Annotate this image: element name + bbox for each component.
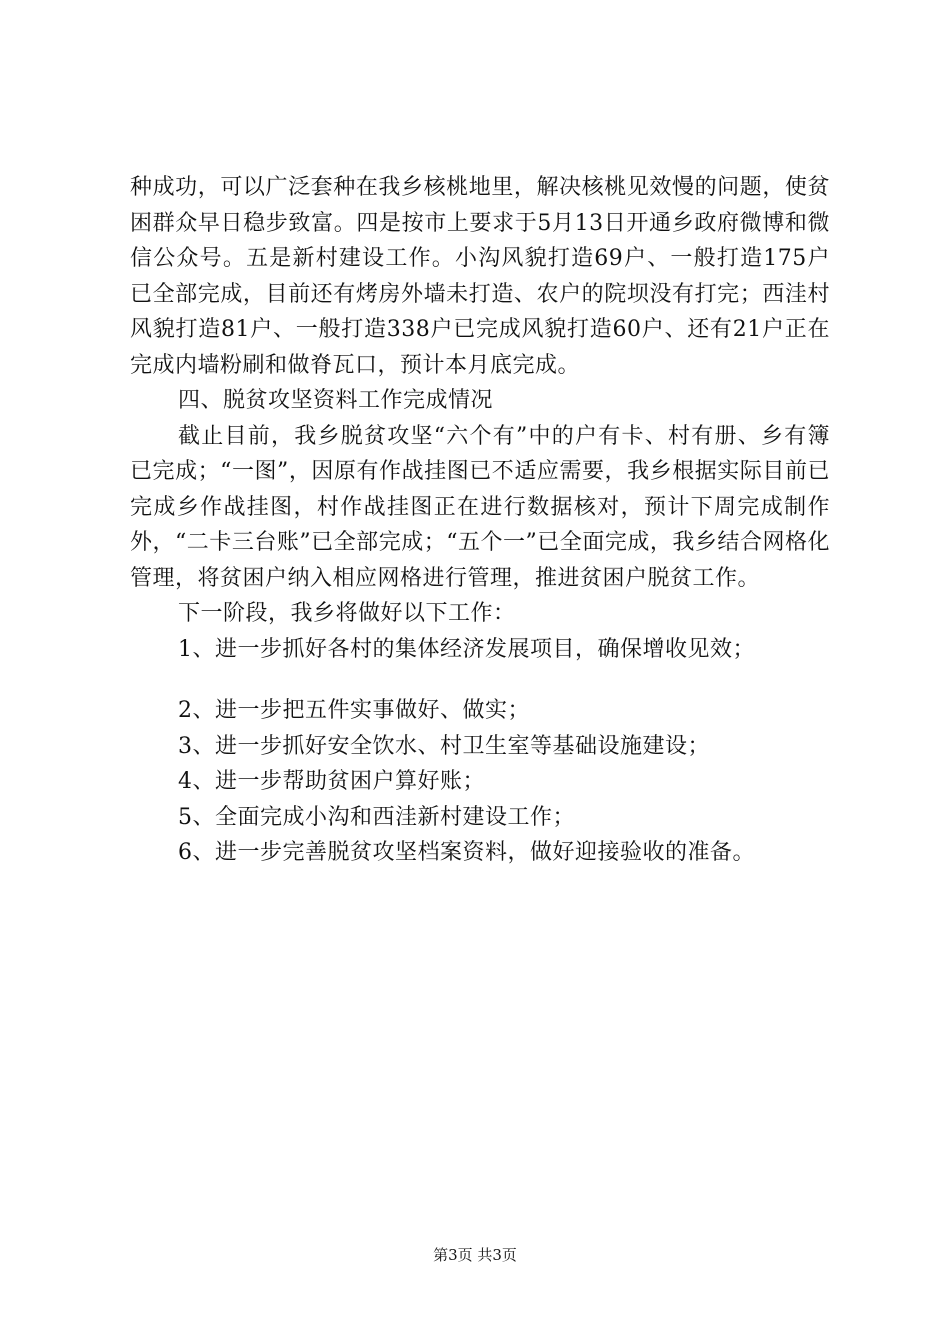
list-item: 2、进一步把五件实事做好、做实； bbox=[178, 698, 530, 723]
list-item: 3、进一步抓好安全饮水、村卫生室等基础设施建设； bbox=[178, 733, 710, 759]
spacer bbox=[130, 667, 830, 693]
paragraph-continuation: 种成功，可以广泛套种在我乡核桃地里，解决核桃见效慢的问题，使贫困群众早日稳步致富。四是按市上要求于5月13日开通乡政府微博和微信公众号。五是新村建设工作。小沟风貌打造69户、一般打造175户已全部完成，目前还有烤房外墙未打造、农户的院坝没有打完；西洼村风貌打造81户、一般打造338户已完成风貌打造60户、还有21户正在完成内墙粉刷和做脊瓦口，预计本月底完成。 bbox=[130, 175, 830, 378]
section-heading: 四、脱贫攻坚资料工作完成情况 bbox=[178, 388, 494, 413]
list-item: 6、进一步完善脱贫攻坚档案资料，做好迎接验收的准备。 bbox=[178, 840, 755, 865]
paragraph-next-stage: 下一阶段，我乡将做好以下工作： bbox=[178, 601, 516, 626]
page-number-footer: 第3页 共3页 bbox=[433, 1246, 517, 1264]
list-item: 1、进一步抓好各村的集体经济发展项目，确保增收见效； bbox=[178, 636, 755, 662]
list-item: 5、全面完成小沟和西洼新村建设工作； bbox=[178, 804, 575, 830]
list-item: 4、进一步帮助贫困户算好账； bbox=[178, 769, 485, 794]
document-body bbox=[130, 170, 830, 871]
paragraph-materials-status: 截止目前，我乡脱贫攻坚“六个有”中的户有卡、村有册、乡有簿已完成；“一图”，因原有作战挂图已不适应需要，我乡根据实际目前已完成乡作战挂图，村作战挂图正在进行数据核对，预计下周完成制作外，“二卡三台账”已全部完成；“五个一”已全面完成，我乡结合网格化管理，将贫困户纳入相应网格进行管理，推进贫困户脱贫工作。 bbox=[130, 423, 830, 591]
